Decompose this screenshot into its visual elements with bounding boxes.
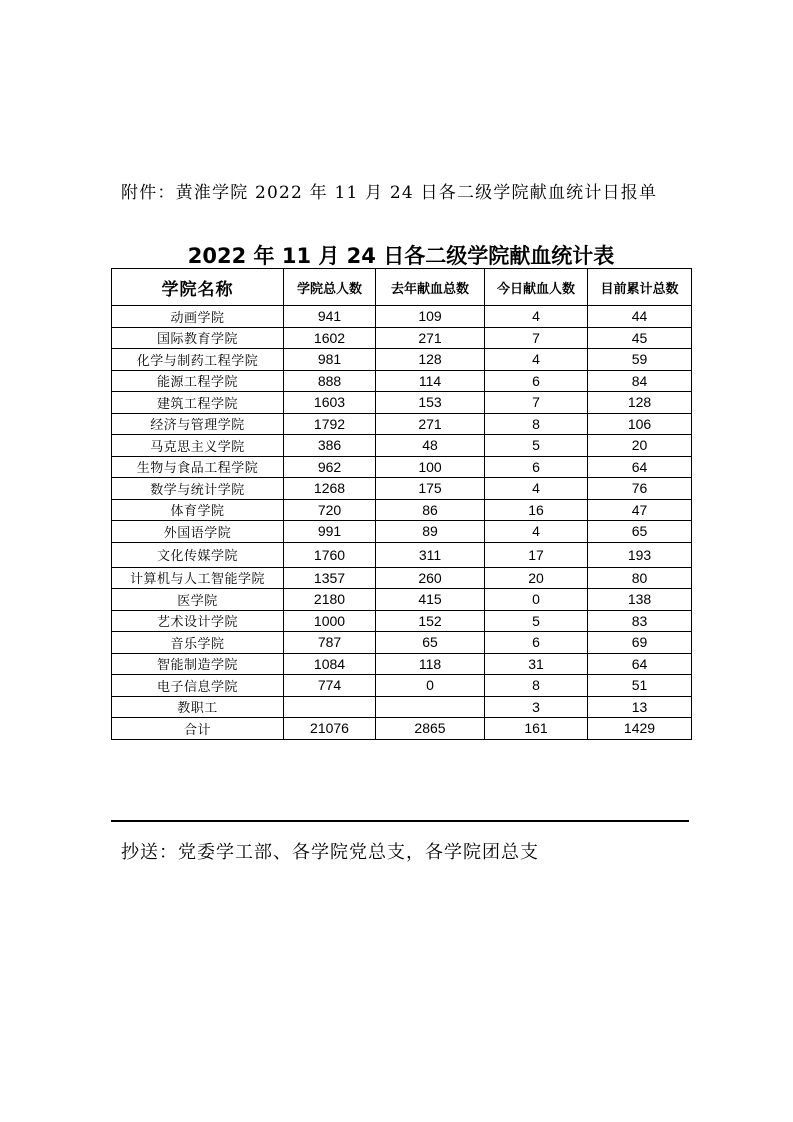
- today-donors-cell: 20: [485, 567, 588, 589]
- table-row: [112, 567, 692, 589]
- cc-line: 抄送：党委学工部、各学院党总支，各学院团总支: [121, 842, 539, 863]
- last-year-donations-cell: 175: [376, 478, 485, 500]
- cumulative-total-cell: 65: [588, 521, 692, 543]
- total-students-cell: 720: [284, 499, 376, 521]
- total-row: [112, 718, 692, 740]
- table-row: [112, 610, 692, 632]
- today-donors-cell: 0: [485, 589, 588, 611]
- last-year-donations-cell: 260: [376, 567, 485, 589]
- total-students-cell: 991: [284, 521, 376, 543]
- college-name-cell: 电子信息学院: [112, 675, 284, 697]
- total-students-cell: 386: [284, 435, 376, 457]
- total-students-cell: 787: [284, 632, 376, 654]
- cumulative-total-cell: 84: [588, 370, 692, 392]
- today-donors-cell: 6: [485, 370, 588, 392]
- table-row: [112, 327, 692, 349]
- college-name-cell: 音乐学院: [112, 632, 284, 654]
- last-year-donations-cell: 89: [376, 521, 485, 543]
- college-name-cell: 医学院: [112, 589, 284, 611]
- table-row: [112, 392, 692, 414]
- college-name-cell: 建筑工程学院: [112, 392, 284, 414]
- table-row: [112, 478, 692, 500]
- total-students-cell: 1000: [284, 610, 376, 632]
- last-year-donations-cell: 415: [376, 589, 485, 611]
- footer-divider: [111, 820, 689, 822]
- last-year-donations-cell: 109: [376, 306, 485, 328]
- cumulative-total-cell: 64: [588, 456, 692, 478]
- college-name-cell: 马克思主义学院: [112, 435, 284, 457]
- today-donors-cell: 4: [485, 521, 588, 543]
- total-students-cell: 888: [284, 370, 376, 392]
- total-students-cell: 1268: [284, 478, 376, 500]
- today-donors-cell: 31: [485, 653, 588, 675]
- table-header-row: [112, 269, 692, 306]
- today-donors-cell: 16: [485, 499, 588, 521]
- today-donors-cell: 3: [485, 696, 588, 718]
- total-students-cell: 981: [284, 349, 376, 371]
- cumulative-total-cell: 44: [588, 306, 692, 328]
- cumulative-total-cell: 13: [588, 696, 692, 718]
- table-row: [112, 370, 692, 392]
- today-donors-cell: 6: [485, 632, 588, 654]
- total-students-cell: 1357: [284, 567, 376, 589]
- table-row: [112, 542, 692, 567]
- today-donors-cell: 8: [485, 413, 588, 435]
- last-year-donations-cell: 118: [376, 653, 485, 675]
- today-donors-cell: 4: [485, 349, 588, 371]
- table-row: [112, 521, 692, 543]
- table-row: [112, 632, 692, 654]
- total-students-cell: 774: [284, 675, 376, 697]
- last-year-donations-cell: 128: [376, 349, 485, 371]
- total-students-cell: 1084: [284, 653, 376, 675]
- college-name-cell: 能源工程学院: [112, 370, 284, 392]
- table-row: [112, 499, 692, 521]
- total-students-cell: 21076: [284, 718, 376, 740]
- last-year-donations-cell: 153: [376, 392, 485, 414]
- cumulative-total-cell: 1429: [588, 718, 692, 740]
- today-donors-cell: 6: [485, 456, 588, 478]
- college-name-cell: 数学与统计学院: [112, 478, 284, 500]
- today-donors-cell: 7: [485, 327, 588, 349]
- today-donors-cell: 5: [485, 610, 588, 632]
- total-students-cell: 941: [284, 306, 376, 328]
- total-students-cell: 1602: [284, 327, 376, 349]
- table-row: [112, 696, 692, 718]
- today-donors-cell: 17: [485, 542, 588, 567]
- cumulative-total-cell: 106: [588, 413, 692, 435]
- table-row: [112, 306, 692, 328]
- header-last-year-donations: 去年献血总数: [376, 269, 485, 306]
- header-college-name: 学院名称: [112, 269, 284, 306]
- table-title: 2022 年 11 月 24 日各二级学院献血统计表: [187, 244, 615, 268]
- today-donors-cell: 5: [485, 435, 588, 457]
- attachment-line: 附件：黄淮学院 2022 年 11 月 24 日各二级学院献血统计日报单: [121, 183, 658, 203]
- blood-donation-table: [111, 268, 692, 740]
- last-year-donations-cell: 48: [376, 435, 485, 457]
- last-year-donations-cell: 311: [376, 542, 485, 567]
- last-year-donations-cell: 114: [376, 370, 485, 392]
- college-name-cell: 艺术设计学院: [112, 610, 284, 632]
- last-year-donations-cell: 271: [376, 413, 485, 435]
- cumulative-total-cell: 47: [588, 499, 692, 521]
- cumulative-total-cell: 193: [588, 542, 692, 567]
- cumulative-total-cell: 51: [588, 675, 692, 697]
- table-row: [112, 675, 692, 697]
- table-row: [112, 653, 692, 675]
- total-students-cell: 962: [284, 456, 376, 478]
- college-name-cell: 国际教育学院: [112, 327, 284, 349]
- college-name-cell: 生物与食品工程学院: [112, 456, 284, 478]
- last-year-donations-cell: 65: [376, 632, 485, 654]
- last-year-donations-cell: 2865: [376, 718, 485, 740]
- last-year-donations-cell: 86: [376, 499, 485, 521]
- table-row: [112, 456, 692, 478]
- last-year-donations-cell: 100: [376, 456, 485, 478]
- header-today-donors: 今日献血人数: [485, 269, 588, 306]
- college-name-cell: 外国语学院: [112, 521, 284, 543]
- college-name-cell: 化学与制药工程学院: [112, 349, 284, 371]
- total-students-cell: 1792: [284, 413, 376, 435]
- table-row: [112, 589, 692, 611]
- cumulative-total-cell: 45: [588, 327, 692, 349]
- total-students-cell: 1760: [284, 542, 376, 567]
- cumulative-total-cell: 83: [588, 610, 692, 632]
- cumulative-total-cell: 76: [588, 478, 692, 500]
- cumulative-total-cell: 128: [588, 392, 692, 414]
- last-year-donations-cell: 0: [376, 675, 485, 697]
- college-name-cell: 体育学院: [112, 499, 284, 521]
- table-row: [112, 413, 692, 435]
- college-name-cell: 动画学院: [112, 306, 284, 328]
- today-donors-cell: 4: [485, 478, 588, 500]
- college-name-cell: 文化传媒学院: [112, 542, 284, 567]
- cumulative-total-cell: 59: [588, 349, 692, 371]
- table-row: [112, 435, 692, 457]
- college-name-cell: 经济与管理学院: [112, 413, 284, 435]
- header-cumulative-total: 目前累计总数: [588, 269, 692, 306]
- cumulative-total-cell: 64: [588, 653, 692, 675]
- total-students-cell: 2180: [284, 589, 376, 611]
- header-total-students: 学院总人数: [284, 269, 376, 306]
- cumulative-total-cell: 69: [588, 632, 692, 654]
- cumulative-total-cell: 80: [588, 567, 692, 589]
- total-label-cell: 合计: [112, 718, 284, 740]
- total-students-cell: [284, 696, 376, 718]
- college-name-cell: 教职工: [112, 696, 284, 718]
- today-donors-cell: 4: [485, 306, 588, 328]
- today-donors-cell: 8: [485, 675, 588, 697]
- today-donors-cell: 161: [485, 718, 588, 740]
- cumulative-total-cell: 138: [588, 589, 692, 611]
- last-year-donations-cell: [376, 696, 485, 718]
- last-year-donations-cell: 271: [376, 327, 485, 349]
- table-row: [112, 349, 692, 371]
- total-students-cell: 1603: [284, 392, 376, 414]
- last-year-donations-cell: 152: [376, 610, 485, 632]
- cumulative-total-cell: 20: [588, 435, 692, 457]
- college-name-cell: 计算机与人工智能学院: [112, 567, 284, 589]
- college-name-cell: 智能制造学院: [112, 653, 284, 675]
- today-donors-cell: 7: [485, 392, 588, 414]
